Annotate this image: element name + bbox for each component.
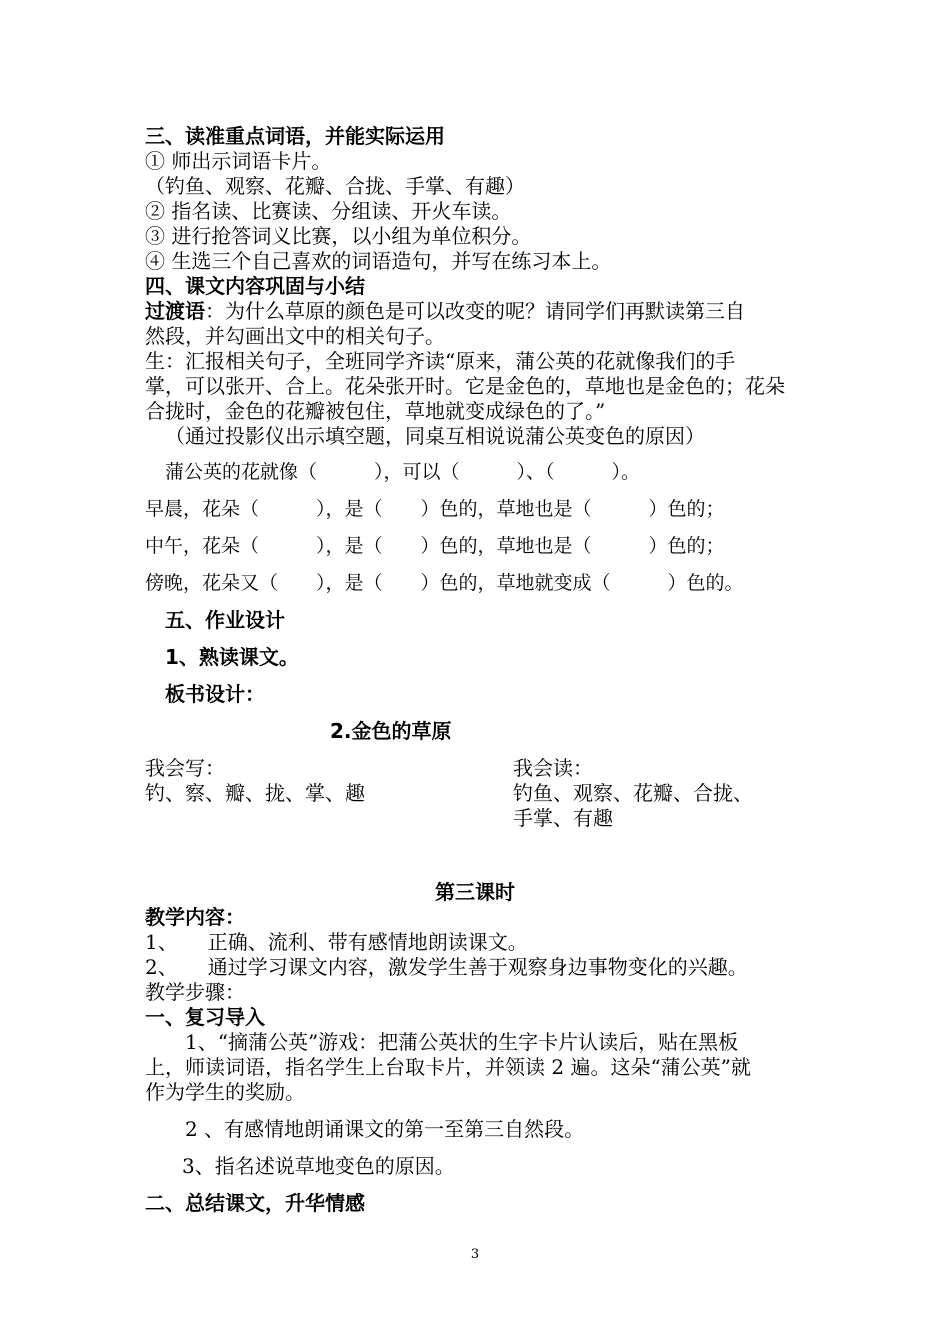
text-line: （钓鱼、观察、花瓣、合拢、手掌、有趣） bbox=[145, 174, 525, 198]
transition-text: ：为什么草原的颜色是可以改变的呢？请同学们再默读第三自 bbox=[205, 299, 745, 323]
text-line: （通过投影仪出示填空题，同桌互相说说蒲公英变色的原因） bbox=[165, 424, 705, 448]
fill-blank-line: 傍晚，花朵又（ ），是（ ）色的，草地就变成（ ）色的。 bbox=[145, 572, 744, 594]
board-right-words-cont: 手掌、有趣 bbox=[513, 806, 613, 830]
transition-label: 过渡语 bbox=[145, 299, 205, 323]
content-heading: 教学内容： bbox=[145, 905, 245, 929]
content-item: 2、 通过学习课文内容，激发学生善于观察身边事物变化的兴趣。 bbox=[145, 955, 748, 979]
section-heading-5: 五、作业设计 bbox=[165, 608, 285, 632]
board-title: 2.金色的草原 bbox=[330, 719, 452, 743]
section-heading-3: 三、读准重点词语，并能实际运用 bbox=[145, 124, 445, 148]
board-right-words: 钓鱼、观察、花瓣、合拢、 bbox=[513, 781, 753, 805]
steps-heading: 教学步骤： bbox=[145, 980, 245, 1004]
section-heading-summary: 二、总结课文，升华情感 bbox=[145, 1191, 365, 1215]
fill-blank-line: 蒲公英的花就像（ ），可以（ ）、（ ）。 bbox=[165, 461, 641, 483]
content-item: 1、 正确、流利、带有感情地朗读课文。 bbox=[145, 930, 528, 954]
text-line bbox=[145, 299, 745, 323]
text-line: 生：汇报相关句子，全班同学齐读“原来，蒲公英的花就像我们的手 bbox=[145, 349, 736, 373]
board-design-heading: 板书设计： bbox=[165, 682, 265, 706]
text-line: 3、指名述说草地变色的原因。 bbox=[182, 1154, 455, 1178]
text-line: 上，师读词语，指名学生上台取卡片，并领读 2 遍。这朵“蒲公英”就 bbox=[145, 1055, 751, 1079]
text-line: 1、“摘蒲公英”游戏：把蒲公英状的生字卡片认读后，贴在黑板 bbox=[185, 1030, 739, 1054]
fill-blank-line: 中午，花朵（ ），是（ ）色的，草地也是（ ）色的； bbox=[145, 535, 725, 557]
text-line: 2 、有感情地朗诵课文的第一至第三自然段。 bbox=[185, 1117, 585, 1141]
board-left-label: 我会写： bbox=[145, 756, 225, 780]
board-left-words: 钓、察、瓣、拢、掌、趣 bbox=[145, 781, 365, 805]
text-line: 掌，可以张开、合上。花朵张开时。它是金色的，草地也是金色的；花朵 bbox=[145, 374, 785, 398]
text-line: 然段，并勾画出文中的相关句子。 bbox=[145, 324, 445, 348]
fill-blank-line: 早晨，花朵（ ），是（ ）色的，草地也是（ ）色的； bbox=[145, 498, 725, 520]
text-line: ③ 进行抢答词义比赛，以小组为单位积分。 bbox=[145, 224, 532, 248]
text-line: ① 师出示词语卡片。 bbox=[145, 149, 332, 173]
page-number: 3 bbox=[470, 1247, 480, 1262]
lesson-title: 第三课时 bbox=[435, 880, 515, 904]
board-right-label: 我会读： bbox=[513, 756, 593, 780]
homework-item: 1、熟读课文。 bbox=[165, 645, 299, 669]
text-line: ④ 生选三个自己喜欢的词语造句，并写在练习本上。 bbox=[145, 249, 612, 273]
section-heading-4: 四、课文内容巩固与小结 bbox=[145, 274, 365, 298]
text-line: ② 指名读、比赛读、分组读、开火车读。 bbox=[145, 199, 512, 223]
text-line: 作为学生的奖励。 bbox=[145, 1080, 305, 1104]
text-line: 合拢时，金色的花瓣被包住，草地就变成绿色的了。” bbox=[145, 399, 606, 423]
section-heading-review: 一、复习导入 bbox=[145, 1005, 265, 1029]
